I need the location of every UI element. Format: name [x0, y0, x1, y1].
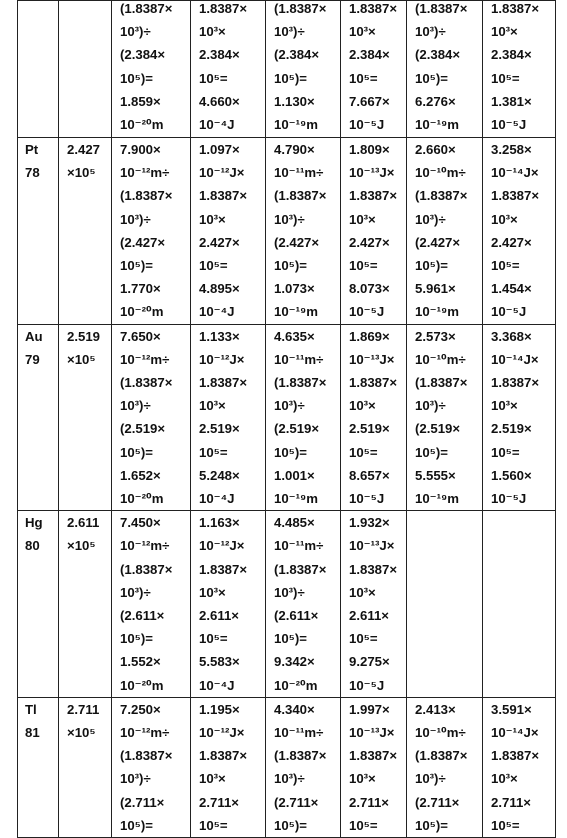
- cell-line: 10⁵=: [349, 444, 378, 460]
- cell-line: (1.8387×: [274, 375, 327, 391]
- cell-line: 4.660×: [199, 93, 240, 109]
- cell-line: 10⁵=: [491, 258, 520, 274]
- table-row: [18, 511, 556, 698]
- cell-line: 2.711: [67, 701, 100, 717]
- value-cell: [266, 324, 341, 511]
- cell-line: 1.8387×: [491, 1, 540, 16]
- cell-line: 1.932×: [349, 515, 390, 531]
- table-row: [18, 324, 556, 511]
- cell-line: (2.711×: [120, 794, 165, 810]
- cell-line: 3.258×: [491, 142, 532, 157]
- cell-line: 1.381×: [491, 93, 532, 109]
- cell-line: 10⁵=: [199, 631, 228, 647]
- cell-line: 1.560×: [491, 467, 532, 483]
- cell-line: 80: [25, 538, 40, 554]
- cell-line: 1.163×: [199, 515, 240, 531]
- cell-line: 6.276×: [415, 93, 456, 109]
- cell-line: 3.368×: [491, 328, 532, 344]
- cell-line: 10³)÷: [120, 211, 151, 227]
- cell-line: 1.770×: [120, 281, 161, 297]
- cell-line: 10³×: [199, 24, 226, 40]
- cell-line: 2.660×: [415, 142, 456, 157]
- cell-line: 2.384×: [349, 47, 390, 63]
- cell-line: 9.342×: [274, 654, 315, 670]
- value-cell: [407, 697, 483, 837]
- cell-line: (1.8387×: [120, 188, 173, 204]
- cell-line: 10⁵)=: [120, 631, 153, 647]
- denominator-cell: [59, 697, 112, 837]
- cell-line: 2.573×: [415, 328, 456, 344]
- cell-line: 2.519×: [199, 421, 240, 437]
- cell-line: 10³)÷: [274, 398, 305, 414]
- cell-line: (1.8387×: [120, 748, 173, 764]
- cell-line: 79: [25, 351, 40, 367]
- cell-line: 2.611: [67, 515, 100, 531]
- cell-line: Hg: [25, 515, 43, 531]
- cell-line: 10⁻¹⁹m: [274, 491, 319, 507]
- cell-line: 3.591×: [491, 701, 532, 717]
- cell-line: (2.611×: [120, 608, 165, 624]
- cell-line: 10⁻¹⁰m÷: [415, 165, 466, 181]
- cell-line: ×10⁵: [67, 351, 96, 367]
- cell-line: (1.8387×: [415, 375, 468, 391]
- cell-line: 4.790×: [274, 142, 315, 157]
- cell-line: 10³×: [199, 771, 226, 787]
- cell-line: 1.8387×: [491, 748, 540, 764]
- cell-line: 1.8387×: [199, 561, 248, 577]
- cell-line: 10³)÷: [274, 584, 305, 600]
- cell-line: 10⁻¹⁹m: [274, 304, 319, 320]
- cell-line: (2.519×: [415, 421, 461, 437]
- value-cell: [112, 697, 191, 837]
- cell-line: 1.8387×: [199, 1, 248, 16]
- value-cell: [112, 511, 191, 698]
- cell-line: 1.997×: [349, 701, 390, 717]
- cell-line: 10⁻⁴J: [199, 117, 235, 133]
- cell-line: 2.611×: [199, 608, 239, 624]
- cell-line: 10⁵=: [199, 817, 228, 833]
- cell-line: 2.384×: [491, 47, 532, 63]
- cell-line: Tl: [25, 701, 37, 717]
- value-cell: [112, 1, 191, 138]
- cell-line: 10⁻¹²m÷: [120, 725, 170, 741]
- value-cell: [341, 1, 407, 138]
- cell-line: 10⁵)=: [274, 70, 307, 86]
- cell-line: 4.895×: [199, 281, 240, 297]
- denominator-cell: [59, 324, 112, 511]
- cell-line: (1.8387×: [120, 561, 173, 577]
- cell-line: 10³×: [349, 211, 376, 227]
- cell-line: 10⁻¹²J×: [199, 351, 245, 367]
- cell-line: (2.519×: [274, 421, 320, 437]
- cell-line: 10³)÷: [120, 398, 151, 414]
- cell-line: 10³×: [199, 398, 226, 414]
- cell-line: (2.711×: [274, 794, 319, 810]
- cell-line: 10⁻¹⁹m: [415, 304, 460, 320]
- cell-line: 78: [25, 165, 40, 181]
- cell-line: 10⁵=: [349, 631, 378, 647]
- cell-line: (1.8387×: [415, 748, 468, 764]
- value-cell: [191, 697, 266, 837]
- value-cell: [266, 511, 341, 698]
- cell-line: 10³)÷: [415, 771, 446, 787]
- table-row: [18, 697, 556, 837]
- cell-line: 10³)÷: [274, 24, 305, 40]
- cell-line: 10⁻¹¹m÷: [274, 165, 324, 181]
- cell-line: 10³)÷: [274, 771, 305, 787]
- cell-line: 10⁵=: [349, 70, 378, 86]
- cell-line: 1.001×: [274, 467, 315, 483]
- denominator-cell: [59, 511, 112, 698]
- cell-line: ×10⁵: [67, 538, 96, 554]
- cell-line: 10³×: [491, 211, 518, 227]
- value-cell: [483, 1, 556, 138]
- cell-line: 1.8387×: [349, 561, 398, 577]
- cell-line: 8.073×: [349, 281, 390, 297]
- cell-line: 5.583×: [199, 654, 240, 670]
- value-cell: [341, 324, 407, 511]
- cell-line: (2.427×: [415, 234, 461, 250]
- calculation-table: [17, 0, 556, 838]
- cell-line: (2.427×: [274, 234, 320, 250]
- cell-line: 2.519: [67, 328, 101, 344]
- cell-line: 10⁻²⁰m: [120, 304, 164, 320]
- element-cell: [18, 324, 59, 511]
- value-cell: [407, 511, 483, 698]
- cell-line: (2.427×: [120, 234, 166, 250]
- cell-line: 2.611×: [349, 608, 389, 624]
- cell-line: 10³)÷: [120, 584, 151, 600]
- cell-line: 10⁻¹⁴J×: [491, 725, 539, 741]
- cell-line: 2.427×: [199, 234, 240, 250]
- cell-line: 10⁻¹³J×: [349, 351, 395, 367]
- cell-line: 2.427×: [349, 234, 390, 250]
- cell-line: 10³×: [491, 771, 518, 787]
- cell-line: 1.8387×: [491, 375, 540, 391]
- cell-line: 1.097×: [199, 142, 240, 157]
- cell-line: 10⁻¹³J×: [349, 165, 395, 181]
- cell-line: 1.130×: [274, 93, 315, 109]
- cell-line: (2.519×: [120, 421, 166, 437]
- cell-line: 10⁵)=: [415, 444, 448, 460]
- cell-line: 81: [25, 725, 40, 741]
- cell-line: 10⁻¹⁹m: [415, 491, 460, 507]
- cell-line: 5.248×: [199, 467, 240, 483]
- cell-line: 10⁻²⁰m: [120, 491, 164, 507]
- cell-line: 10⁻¹²m÷: [120, 165, 170, 181]
- cell-line: 10⁻²⁰m: [120, 117, 164, 133]
- cell-line: 1.652×: [120, 467, 161, 483]
- value-cell: [407, 1, 483, 138]
- table-row: [18, 1, 556, 138]
- cell-line: 10³)÷: [415, 211, 446, 227]
- cell-line: 5.961×: [415, 281, 456, 297]
- cell-line: 10⁻²⁰m: [120, 677, 164, 693]
- value-cell: [191, 324, 266, 511]
- cell-line: 10⁻⁵J: [349, 304, 385, 320]
- cell-line: 1.133×: [199, 328, 240, 344]
- cell-line: 10⁻⁵J: [349, 677, 385, 693]
- cell-line: 10⁻¹³J×: [349, 725, 395, 741]
- cell-line: 10⁵=: [349, 817, 378, 833]
- value-cell: [191, 511, 266, 698]
- cell-line: 10⁵)=: [415, 817, 448, 833]
- cell-line: 2.384×: [199, 47, 240, 63]
- value-cell: [483, 138, 556, 325]
- value-cell: [483, 324, 556, 511]
- cell-line: 1.454×: [491, 281, 532, 297]
- cell-line: 7.250×: [120, 701, 161, 717]
- cell-line: 1.8387×: [349, 188, 398, 204]
- cell-line: 1.8387×: [199, 748, 248, 764]
- cell-line: 10⁵)=: [415, 258, 448, 274]
- cell-line: 10³)÷: [415, 24, 446, 40]
- value-cell: [112, 324, 191, 511]
- cell-line: 1.195×: [199, 701, 240, 717]
- value-cell: [112, 138, 191, 325]
- cell-line: (1.8387×: [274, 748, 327, 764]
- value-cell: [407, 138, 483, 325]
- cell-line: 10⁻¹²m÷: [120, 351, 170, 367]
- cell-line: 10⁻⁴J: [199, 677, 235, 693]
- cell-line: 10⁵=: [199, 70, 228, 86]
- cell-line: 10⁻¹⁹m: [274, 117, 319, 133]
- value-cell: [266, 138, 341, 325]
- value-cell: [407, 324, 483, 511]
- cell-line: 10³)÷: [415, 398, 446, 414]
- cell-line: 10⁻⁵J: [349, 117, 385, 133]
- cell-line: 10⁻¹²m÷: [120, 538, 170, 554]
- element-cell: [18, 697, 59, 837]
- cell-line: 2.427: [67, 142, 101, 157]
- cell-line: 4.635×: [274, 328, 315, 344]
- value-cell: [191, 1, 266, 138]
- cell-line: 7.900×: [120, 142, 161, 157]
- cell-line: (2.611×: [274, 608, 319, 624]
- cell-line: 10⁻¹²J×: [199, 725, 245, 741]
- cell-line: 10⁵)=: [120, 70, 153, 86]
- cell-line: (1.8387×: [415, 188, 468, 204]
- value-cell: [483, 511, 556, 698]
- cell-line: Au: [25, 328, 43, 344]
- cell-line: 1.8387×: [199, 375, 248, 391]
- cell-line: 7.450×: [120, 515, 161, 531]
- cell-line: 1.869×: [349, 328, 390, 344]
- value-cell: [266, 1, 341, 138]
- denominator-cell: [59, 1, 112, 138]
- cell-line: 10⁵)=: [120, 258, 153, 274]
- element-cell: [18, 511, 59, 698]
- cell-line: 10⁵)=: [274, 258, 307, 274]
- cell-line: 10⁻¹⁴J×: [491, 351, 539, 367]
- cell-line: 1.859×: [120, 93, 161, 109]
- cell-line: 10⁵=: [491, 70, 520, 86]
- cell-line: 10⁻¹²J×: [199, 165, 245, 181]
- cell-line: 8.657×: [349, 467, 390, 483]
- cell-line: 10⁻¹⁴J×: [491, 165, 539, 181]
- cell-line: 10³×: [199, 584, 226, 600]
- cell-line: (1.8387×: [120, 1, 173, 16]
- cell-line: 1.8387×: [349, 1, 398, 16]
- cell-line: 2.711×: [491, 794, 531, 810]
- value-cell: [266, 697, 341, 837]
- cell-line: (2.384×: [120, 47, 166, 63]
- cell-line: 10⁵)=: [274, 631, 307, 647]
- cell-line: 7.667×: [349, 93, 390, 109]
- cell-line: 10⁻⁴J: [199, 304, 235, 320]
- cell-line: 10⁻¹⁰m÷: [415, 351, 466, 367]
- cell-line: 10⁻⁴J: [199, 491, 235, 507]
- cell-line: 10⁻¹¹m÷: [274, 538, 324, 554]
- cell-line: 1.8387×: [349, 748, 398, 764]
- table-row: [18, 138, 556, 325]
- cell-line: 10⁵)=: [120, 444, 153, 460]
- element-cell: [18, 1, 59, 138]
- value-cell: [341, 511, 407, 698]
- table-body: [18, 1, 556, 838]
- cell-line: 5.555×: [415, 467, 456, 483]
- cell-line: 1.073×: [274, 281, 315, 297]
- cell-line: 4.485×: [274, 515, 315, 531]
- cell-line: (1.8387×: [120, 375, 173, 391]
- cell-line: 1.809×: [349, 142, 390, 157]
- cell-line: 2.413×: [415, 701, 456, 717]
- cell-line: (1.8387×: [274, 188, 327, 204]
- cell-line: 2.427×: [491, 234, 532, 250]
- cell-line: (1.8387×: [274, 561, 327, 577]
- cell-line: 10⁻⁵J: [349, 491, 385, 507]
- cell-line: (2.384×: [415, 47, 461, 63]
- value-cell: [341, 697, 407, 837]
- cell-line: 1.8387×: [199, 188, 248, 204]
- cell-line: 10⁻¹⁹m: [415, 117, 460, 133]
- cell-line: 7.650×: [120, 328, 161, 344]
- cell-line: 10⁻⁵J: [491, 491, 527, 507]
- cell-line: 10⁵)=: [274, 444, 307, 460]
- cell-line: ×10⁵: [67, 725, 96, 741]
- cell-line: ×10⁵: [67, 165, 96, 181]
- cell-line: 10⁻¹²J×: [199, 538, 245, 554]
- cell-line: 10³)÷: [120, 771, 151, 787]
- cell-line: (2.711×: [415, 794, 460, 810]
- cell-line: 2.711×: [349, 794, 389, 810]
- cell-line: 10⁵)=: [120, 817, 153, 833]
- cell-line: 1.8387×: [349, 375, 398, 391]
- cell-line: 10³×: [491, 24, 518, 40]
- denominator-cell: [59, 138, 112, 325]
- value-cell: [191, 138, 266, 325]
- cell-line: 10⁻¹¹m÷: [274, 351, 324, 367]
- cell-line: Pt: [25, 142, 39, 157]
- cell-line: 9.275×: [349, 654, 390, 670]
- element-cell: [18, 138, 59, 325]
- cell-line: 10⁵=: [349, 258, 378, 274]
- cell-line: 10³×: [349, 771, 376, 787]
- cell-line: 10⁻⁵J: [491, 117, 527, 133]
- cell-line: 10³×: [349, 584, 376, 600]
- cell-line: (1.8387×: [415, 1, 468, 16]
- cell-line: 10⁻²⁰m: [274, 677, 318, 693]
- cell-line: 10⁵=: [491, 817, 520, 833]
- value-cell: [341, 138, 407, 325]
- cell-line: 10⁻¹⁰m÷: [415, 725, 466, 741]
- cell-line: 10³×: [199, 211, 226, 227]
- cell-line: 10⁵=: [199, 444, 228, 460]
- cell-line: 10³×: [349, 398, 376, 414]
- cell-line: 10³×: [491, 398, 518, 414]
- cell-line: 10⁵)=: [415, 70, 448, 86]
- cell-line: (1.8387×: [274, 1, 327, 16]
- cell-line: 2.711×: [199, 794, 239, 810]
- cell-line: 10⁻¹³J×: [349, 538, 395, 554]
- cell-line: 10⁻¹¹m÷: [274, 725, 324, 741]
- cell-line: 10³)÷: [120, 24, 151, 40]
- cell-line: 4.340×: [274, 701, 315, 717]
- cell-line: 10³)÷: [274, 211, 305, 227]
- cell-line: 10⁻⁵J: [491, 304, 527, 320]
- cell-line: 10³×: [349, 24, 376, 40]
- cell-line: 10⁵=: [491, 444, 520, 460]
- cell-line: (2.384×: [274, 47, 320, 63]
- cell-line: 10⁵)=: [274, 817, 307, 833]
- cell-line: 2.519×: [349, 421, 390, 437]
- value-cell: [483, 697, 556, 837]
- cell-line: 10⁵=: [199, 258, 228, 274]
- cell-line: 1.8387×: [491, 188, 540, 204]
- cell-line: 2.519×: [491, 421, 532, 437]
- cell-line: 1.552×: [120, 654, 161, 670]
